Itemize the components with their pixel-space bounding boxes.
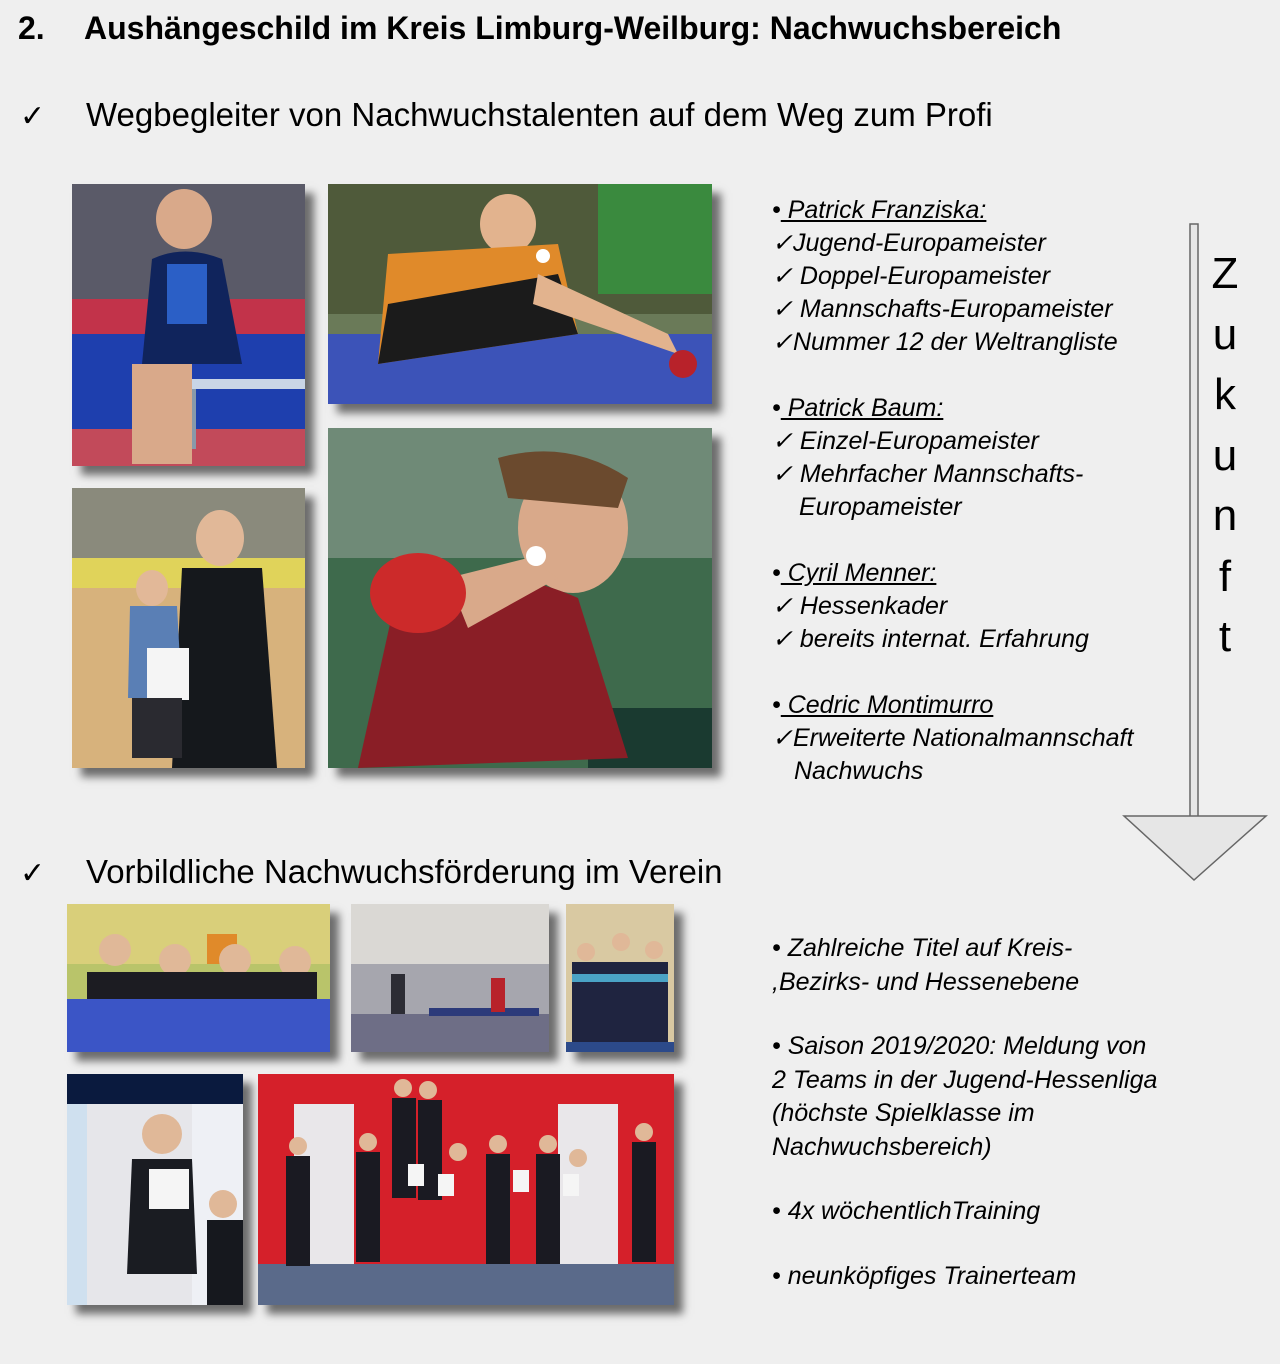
player-block [772,557,1133,656]
future-letter: k [1214,370,1236,419]
achievement-item: ✓ Hessenkader [772,592,948,620]
player-name: Cedric Montimurro [780,691,994,719]
achievement-item: ✓ bereits internat. Erfahrung [772,625,1089,653]
player-name-line: • Cedric Montimurro [772,691,994,719]
achievement-item: ✓Nummer 12 der Weltrangliste [772,328,1118,356]
photo-player-serving [72,184,305,466]
player-name-line: • Patrick Baum: [772,394,944,422]
checkmark-icon: ✓ [20,857,46,890]
achievement-item: ✓ Doppel-Europameister [772,262,1051,290]
heading-number: 2. [18,10,45,46]
photo-training-hall [351,904,549,1052]
photo-team-group-trophies [258,1074,674,1305]
club-achievements [772,932,1157,1293]
future-letter: u [1212,430,1238,480]
future-letter: f [1218,551,1232,601]
club-point: • neunköpfiges Trainerteam [772,1261,1077,1290]
future-letter: t [1218,612,1232,661]
club-point: • Saison 2019/2020: Meldung von 2 Teams in der Jugend-Hessenliga (höchste Spielklasse im Nachwuchsbereich) [772,1032,1158,1161]
future-letter: Z [1211,249,1239,298]
photo-player-reaching [328,184,712,404]
club-point: • 4x wöchentlichTraining [772,1197,1041,1225]
photo-youth-with-coach [72,488,305,768]
achievement-item: ✓ Mehrfacher Mannschafts- [772,460,1084,488]
photo-youth-backhand [328,428,712,768]
section-talents-heading [20,96,993,134]
photo-youth-team-group [566,904,674,1052]
player-name: Cyril Menner: [780,559,937,587]
player-name-line: • Cyril Menner: [772,559,937,587]
future-label [1200,244,1250,668]
achievement-item: ✓ Einzel-Europameister [772,427,1039,455]
page-heading [18,10,1061,47]
future-letter: u [1212,309,1238,359]
section-youth-heading [20,853,723,891]
player-block [772,689,1133,788]
player-name: Patrick Baum: [780,394,944,422]
future-letter: n [1212,491,1238,540]
player-name-line: • Patrick Franziska: [772,196,987,224]
achievement-item: Europameister [799,493,962,521]
achievement-item: ✓Erweiterte Nationalmannschaft [772,724,1134,752]
player-name: Patrick Franziska: [780,196,987,224]
player-block [772,194,1133,359]
achievement-item: ✓ Mannschafts-Europameister [772,295,1113,323]
heading-title: Aushängeschild im Kreis Limburg-Weilburg: Nachwuchsbereich [84,10,1062,46]
achievement-item: Nachwuchs [794,757,924,785]
achievement-item: ✓Jugend-Europameister [772,229,1046,257]
checkmark-icon: ✓ [20,100,46,133]
section-youth-title: Vorbildliche Nachwuchsförderung im Verein [86,853,723,890]
photo-award-ceremony [67,1074,243,1305]
club-point: • Zahlreiche Titel auf Kreis- ,Bezirks- und Hessenebene [772,934,1080,996]
player-block [772,392,1133,524]
player-achievements [772,194,1133,788]
section-talents-title: Wegbegleiter von Nachwuchstalenten auf dem Weg zum Profi [86,96,993,133]
photo-team-at-table [67,904,330,1052]
